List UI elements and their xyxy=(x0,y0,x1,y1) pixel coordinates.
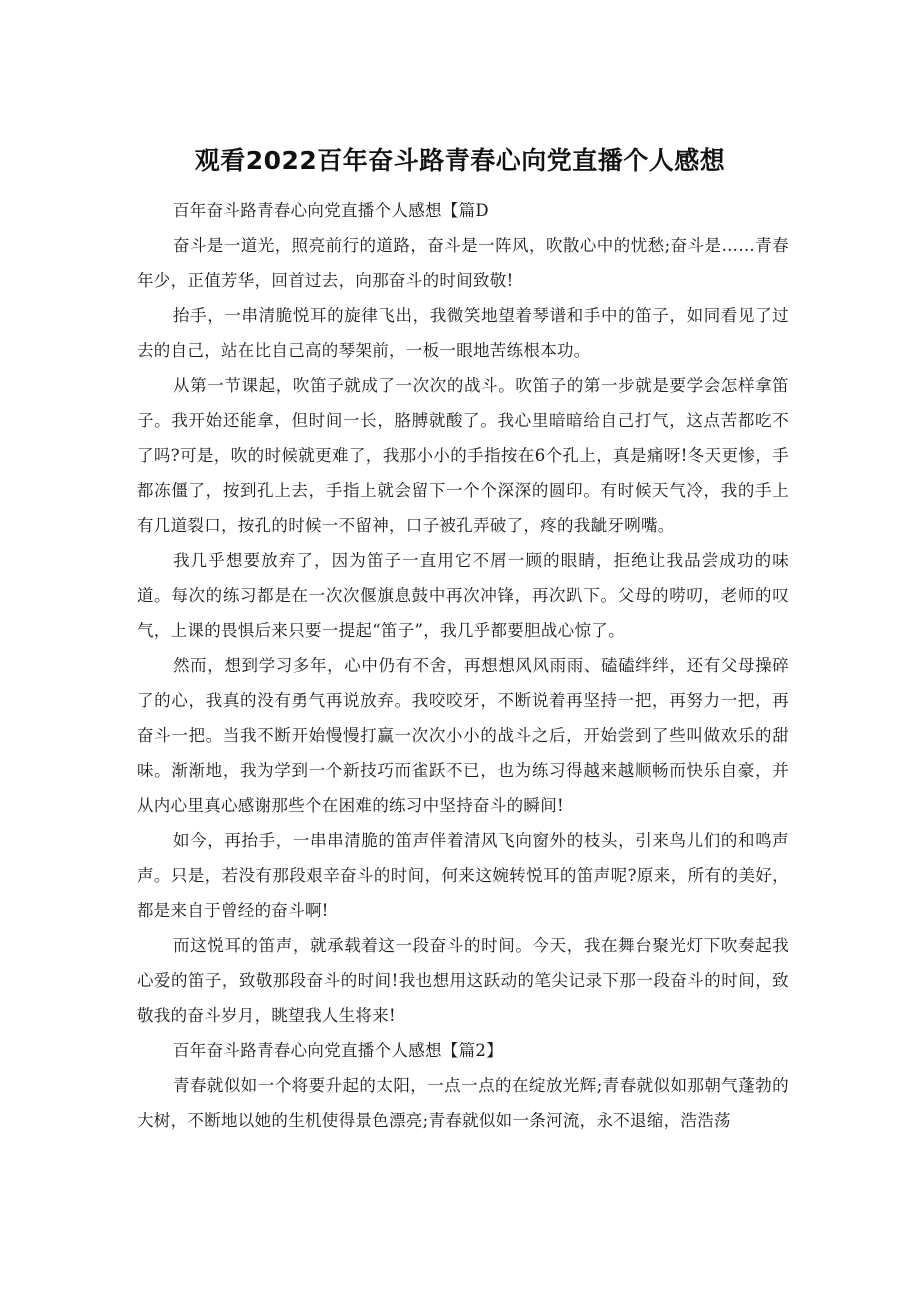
paragraph: 青春就似如一个将要升起的太阳，一点一点的在绽放光辉;青春就似如那朝气蓬勃的大树，不断地以她的生机使得景色漂亮;青春就似如一条河流，永不退缩，浩浩荡 xyxy=(137,1076,789,1130)
section-heading: 百年奋斗路青春心向党直播个人感想【篇2】 xyxy=(173,1041,503,1060)
section-heading: 百年奋斗路青春心向党直播个人感想【篇D xyxy=(173,201,489,220)
paragraph: 而这悦耳的笛声，就承载着这一段奋斗的时间。今天，我在舞台聚光灯下吹奏起我心爱的笛子，致敬那段奋斗的时间!我也想用这跃动的笔尖记录下那一段奋斗的时间，致敬我的奋斗岁月，眺望我人生将来! xyxy=(137,936,789,1025)
paragraph: 从第一节课起，吹笛子就成了一次次的战斗。吹笛子的第一步就是要学会怎样拿笛子。我开始还能拿，但时间一长，胳膊就酸了。我心里暗暗给自己打气，这点苦都吃不了吗?可是，吹的时候就更难了，我那小小的手指按在6个孔上，真是痛呀!冬天更惨，手都冻僵了，按到孔上去，手指上就会留下一个个深深的圆印。有时候天气冷，我的手上有几道裂口，按孔的时候一不留神，口子被孔弄破了，疼的我龇牙咧嘴。 xyxy=(137,376,789,535)
document-body xyxy=(137,193,789,1138)
document-title: 观看2022百年奋斗路青春心向党直播个人感想 xyxy=(194,146,726,175)
paragraph: 我几乎想要放弃了，因为笛子一直用它不屑一顾的眼睛，拒绝让我品尝成功的味道。每次的练习都是在一次次偃旗息鼓中再次冲锋，再次趴下。父母的唠叨，老师的叹气，上课的畏惧后来只要一提起“笛子”，我几乎都要胆战心惊了。 xyxy=(137,551,789,640)
paragraph: 如今，再抬手，一串串清脆的笛声伴着清风飞向窗外的枝头，引来鸟儿们的和鸣声声。只是，若没有那段艰辛奋斗的时间，何来这婉转悦耳的笛声呢?原来，所有的美好，都是来自于曾经的奋斗啊! xyxy=(137,831,789,920)
paragraph: 抬手，一串清脆悦耳的旋律飞出，我微笑地望着琴谱和手中的笛子，如同看见了过去的自己，站在比自己高的琴架前，一板一眼地苦练根本功。 xyxy=(137,306,789,360)
paragraph: 然而，想到学习多年，心中仍有不舍，再想想风风雨雨、磕磕绊绊，还有父母操碎了的心，我真的没有勇气再说放弃。我咬咬牙，不断说着再坚持一把，再努力一把，再奋斗一把。当我不断开始慢慢打赢一次次小小的战斗之后，开始尝到了些叫做欢乐的甜味。渐渐地，我为学到一个新技巧而雀跃不已，也为练习得越来越顺畅而快乐自豪，并从内心里真心感谢那些个在困难的练习中坚持奋斗的瞬间! xyxy=(137,656,789,815)
paragraph: 奋斗是一道光，照亮前行的道路，奋斗是一阵风，吹散心中的忧愁;奋斗是……青春年少，正值芳华，回首过去，向那奋斗的时间致敬! xyxy=(137,236,789,290)
